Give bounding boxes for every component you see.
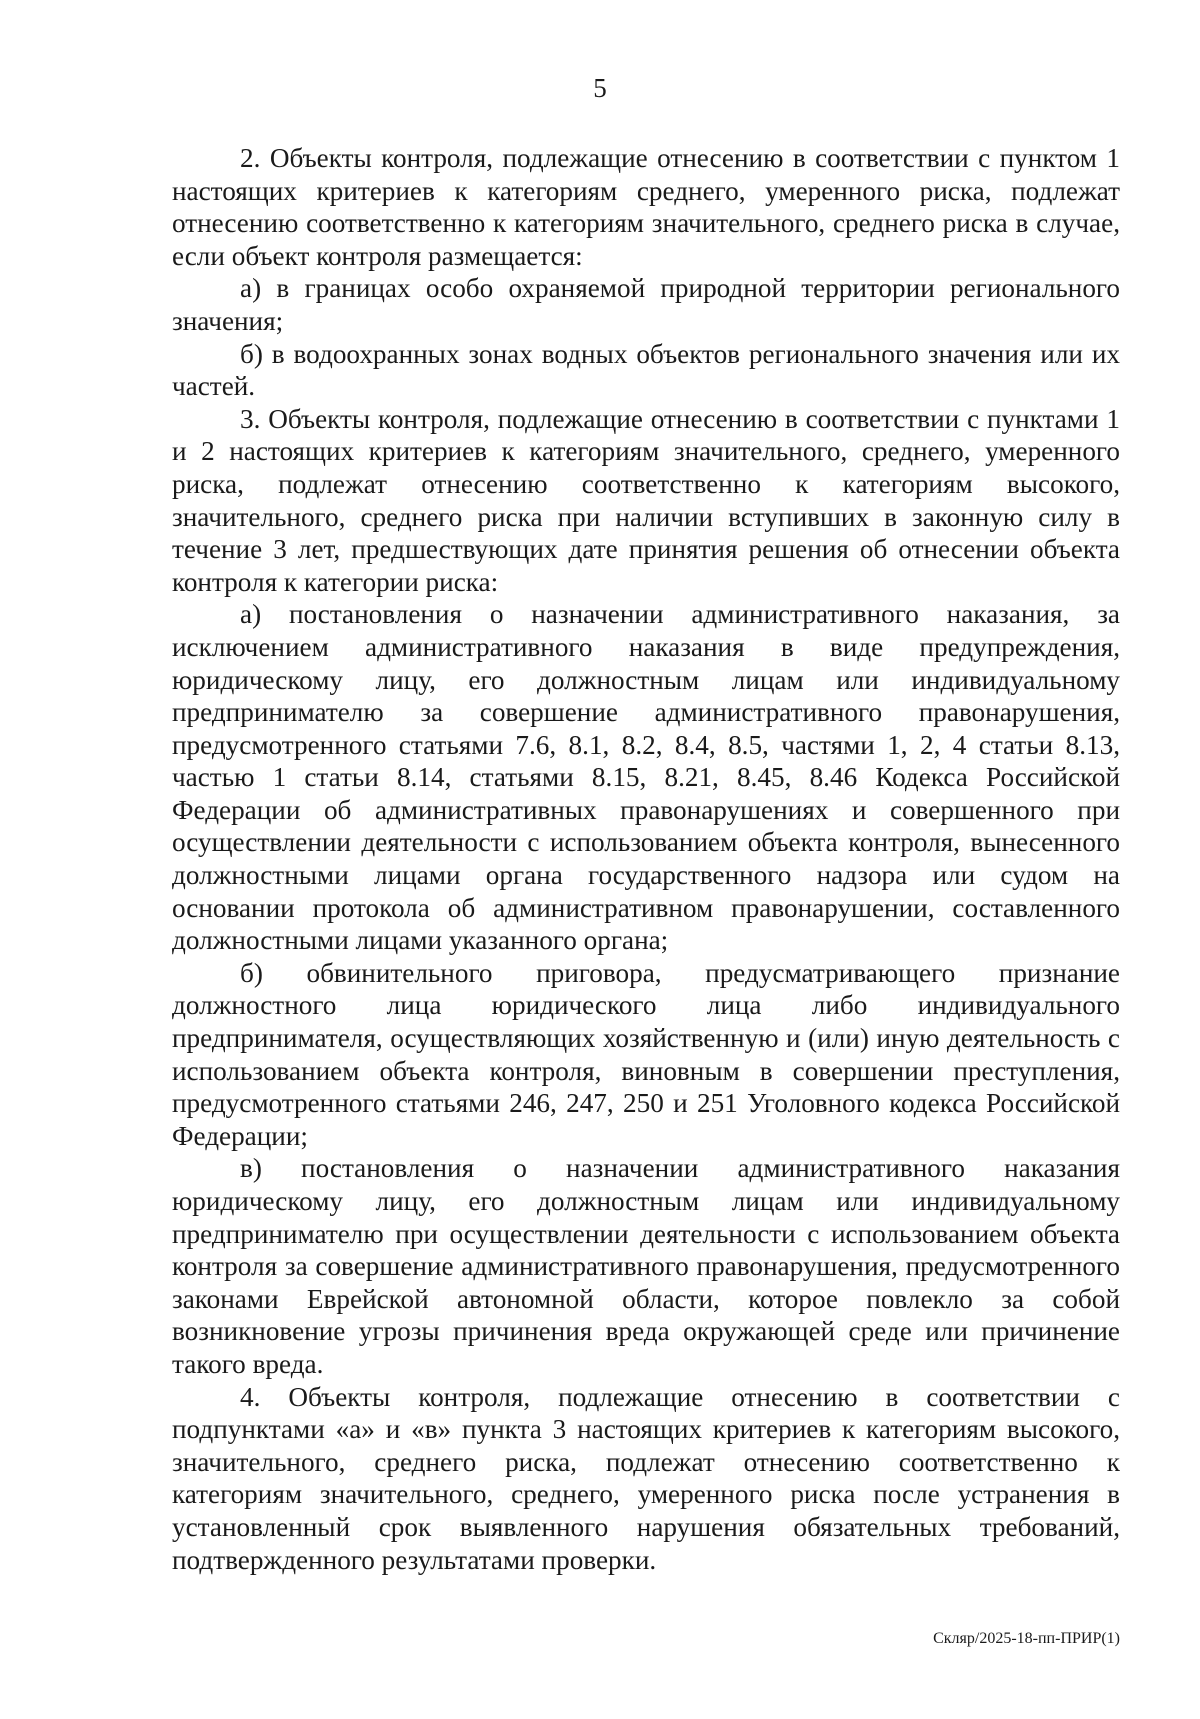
paragraph-3-a: а) постановления о назначении административного наказания, за исключением административного наказания в виде предупреждения, юридическому лицу, его должностным лицам или индивидуальному предпринимателю за совершение административного правонарушения, предусмотренного статьями 7.6, 8.1, 8.2, 8.4, 8.5, частями 1, 2, 4 статьи 8.13, частью 1 статьи 8.14, статьями 8.15, 8.21, 8.45, 8.46 Кодекса Российской Федерации об административных правонарушениях и совершенного при осуществлении деятельности с использованием объекта контроля, вынесенного должностными лицами органа государственного надзора или судом на основании протокола об административном правонарушении, составленного должностными лицами указанного органа;	[172, 599, 1120, 956]
paragraph-2-b: б) в водоохранных зонах водных объектов регионального значения или их частей.	[172, 338, 1120, 402]
paragraph-2-a: а) в границах особо охраняемой природной территории регионального значения;	[172, 273, 1120, 336]
document-code: Скляр/2025-18-пп-ПРИР(1)	[933, 1630, 1120, 1647]
paragraph-3: 3. Объекты контроля, подлежащие отнесению в соответствии с пунктами 1 и 2 настоящих критериев к категориям значительного, среднего, умеренного риска, подлежат отнесению соответственно к категориям высокого, значительного, среднего риска при наличии вступивших в законную силу в течение 3 лет, предшествующих дате принятия решения об отнесении объекта контроля к категории риска:	[172, 403, 1120, 597]
document-body	[172, 142, 1120, 1576]
paragraph-4: 4. Объекты контроля, подлежащие отнесению в соответствии с подпунктами «а» и «в» пункта 3 настоящих критериев к категориям высокого, значительного, среднего риска, подлежат отнесению соответственно к категориям значительного, среднего, умеренного риска после устранения в установленный срок выявленного нарушения обязательных требований, подтвержденного результатами проверки.	[172, 1381, 1120, 1575]
page-number: 5	[593, 73, 607, 103]
paragraph-3-v: в) постановления о назначении административного наказания юридическому лицу, его должностным лицам или индивидуальному предпринимателю при осуществлении деятельности с использованием объекта контроля за совершение административного правонарушения, предусмотренного законами Еврейской автономной области, которое повлекло за собой возникновение угрозы причинения вреда окружающей среде или причинение такого вреда.	[172, 1153, 1120, 1379]
paragraph-2: 2. Объекты контроля, подлежащие отнесению в соответствии с пунктом 1 настоящих критериев к категориям среднего, умеренного риска, подлежат отнесению соответственно к категориям значительного, среднего риска в случае, если объект контроля размещается:	[172, 143, 1120, 271]
paragraph-3-b: б) обвинительного приговора, предусматривающего признание должностного лица юридического лица либо индивидуального предпринимателя, осуществляющих хозяйственную и (или) иную деятельность с использованием объекта контроля, виновным в совершении преступления, предусмотренного статьями 246, 247, 250 и 251 Уголовного кодекса Российской Федерации;	[172, 957, 1120, 1151]
